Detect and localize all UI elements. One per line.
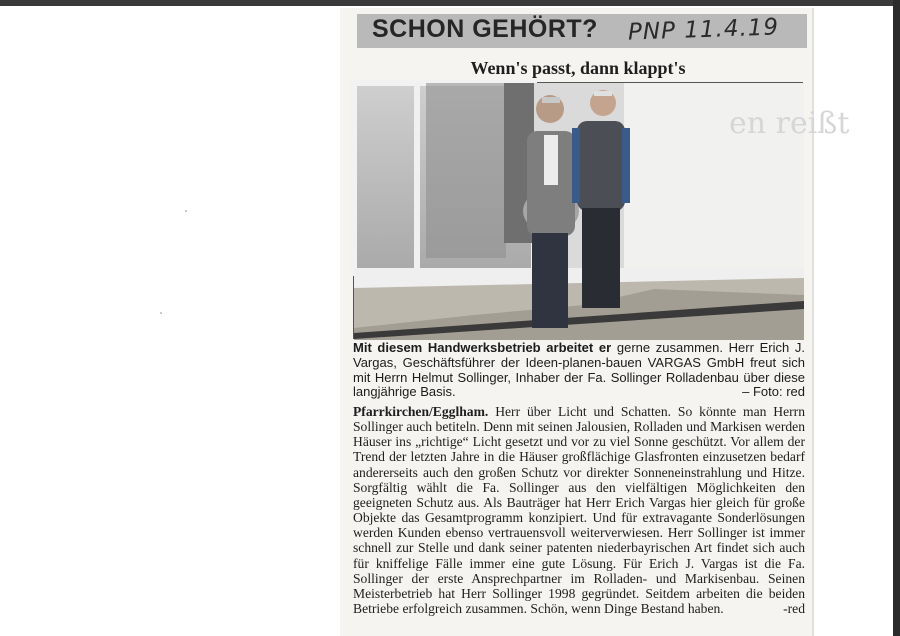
article-text: Herr über Licht und Schatten. So könnte man Herrn Sollinger auch betiteln. Denn mit seinen Jalousien, Rolladen und Markisen werden Häuser ins „richtige“ Licht gesetzt und vor zu viel Sonne geschützt. Vor allem der Trend der letzten Jahre in die Häuser großflächige Glasfronten einzusetzen bedarf andererseits auch den großen Schutz vor direkter Sonneneinstrahlung und Hitze. Sorgfältig wählt die Fa. Sollinger aus den vielfältigen Möglichkeiten den geeigneten Schutz aus. Als Bauträger hat Herr Erich Vargas hier gleich für große Objekte das Gesamtprogramm konzipiert. Und für extravagante Sonderlösungen werden Kunden ebenso vertrauensvoll weiterverwiesen. Herr Sollinger ist immer schnell zur Stelle und dank seiner patenten niederbayrischen Art findet sich auch für kniffelige Fälle immer eine gute Lösung. Für Erich J. Vargas ist die Fa. Sollinger der erste Ansprechpartner im Rolladen- und Markisenbau. Seinen Meisterbetrieb hat Herr Sollinger 1998 gegründet. Seitdem arbeiten die beiden Betriebe erfolgreich zusammen. Schön, wenn Dinge Bestand haben. bbox=[353, 404, 805, 617]
article-body bbox=[353, 404, 805, 616]
photo-credit: – Foto: red bbox=[742, 384, 805, 400]
clipping-edge bbox=[812, 8, 814, 636]
photo-two-men-icon bbox=[354, 83, 850, 340]
article-signoff: -red bbox=[783, 601, 805, 617]
scan-right-edge bbox=[893, 0, 900, 636]
photo-caption bbox=[353, 341, 805, 400]
rubric-title: SCHON GEHÖRT? bbox=[372, 15, 598, 43]
handwritten-source-note: PNP 11.4.19 bbox=[627, 14, 780, 46]
scan-top-edge bbox=[0, 0, 900, 6]
caption-lead: Mit diesem Handwerksbetrieb arbeitet er bbox=[353, 340, 612, 355]
article-headline: Wenn's passt, dann klappt's bbox=[470, 58, 686, 78]
scan-speck bbox=[185, 210, 187, 212]
scan-speck bbox=[160, 312, 162, 314]
caption-text: gerne zusammen. Herr Erich J. Vargas, Geschäftsführer der Ideen-planen-bauen VARGAS GmbH freut sich mit Herrn Helmut Sollinger, Inhaber der Fa. Sollinger Rolladenbau über diese langjährige Basis. bbox=[353, 340, 805, 400]
article-photo bbox=[353, 82, 850, 339]
article-dateline: Pfarrkirchen/Egglham. bbox=[353, 404, 489, 419]
svg-text:en reißt: en reißt bbox=[729, 106, 850, 141]
